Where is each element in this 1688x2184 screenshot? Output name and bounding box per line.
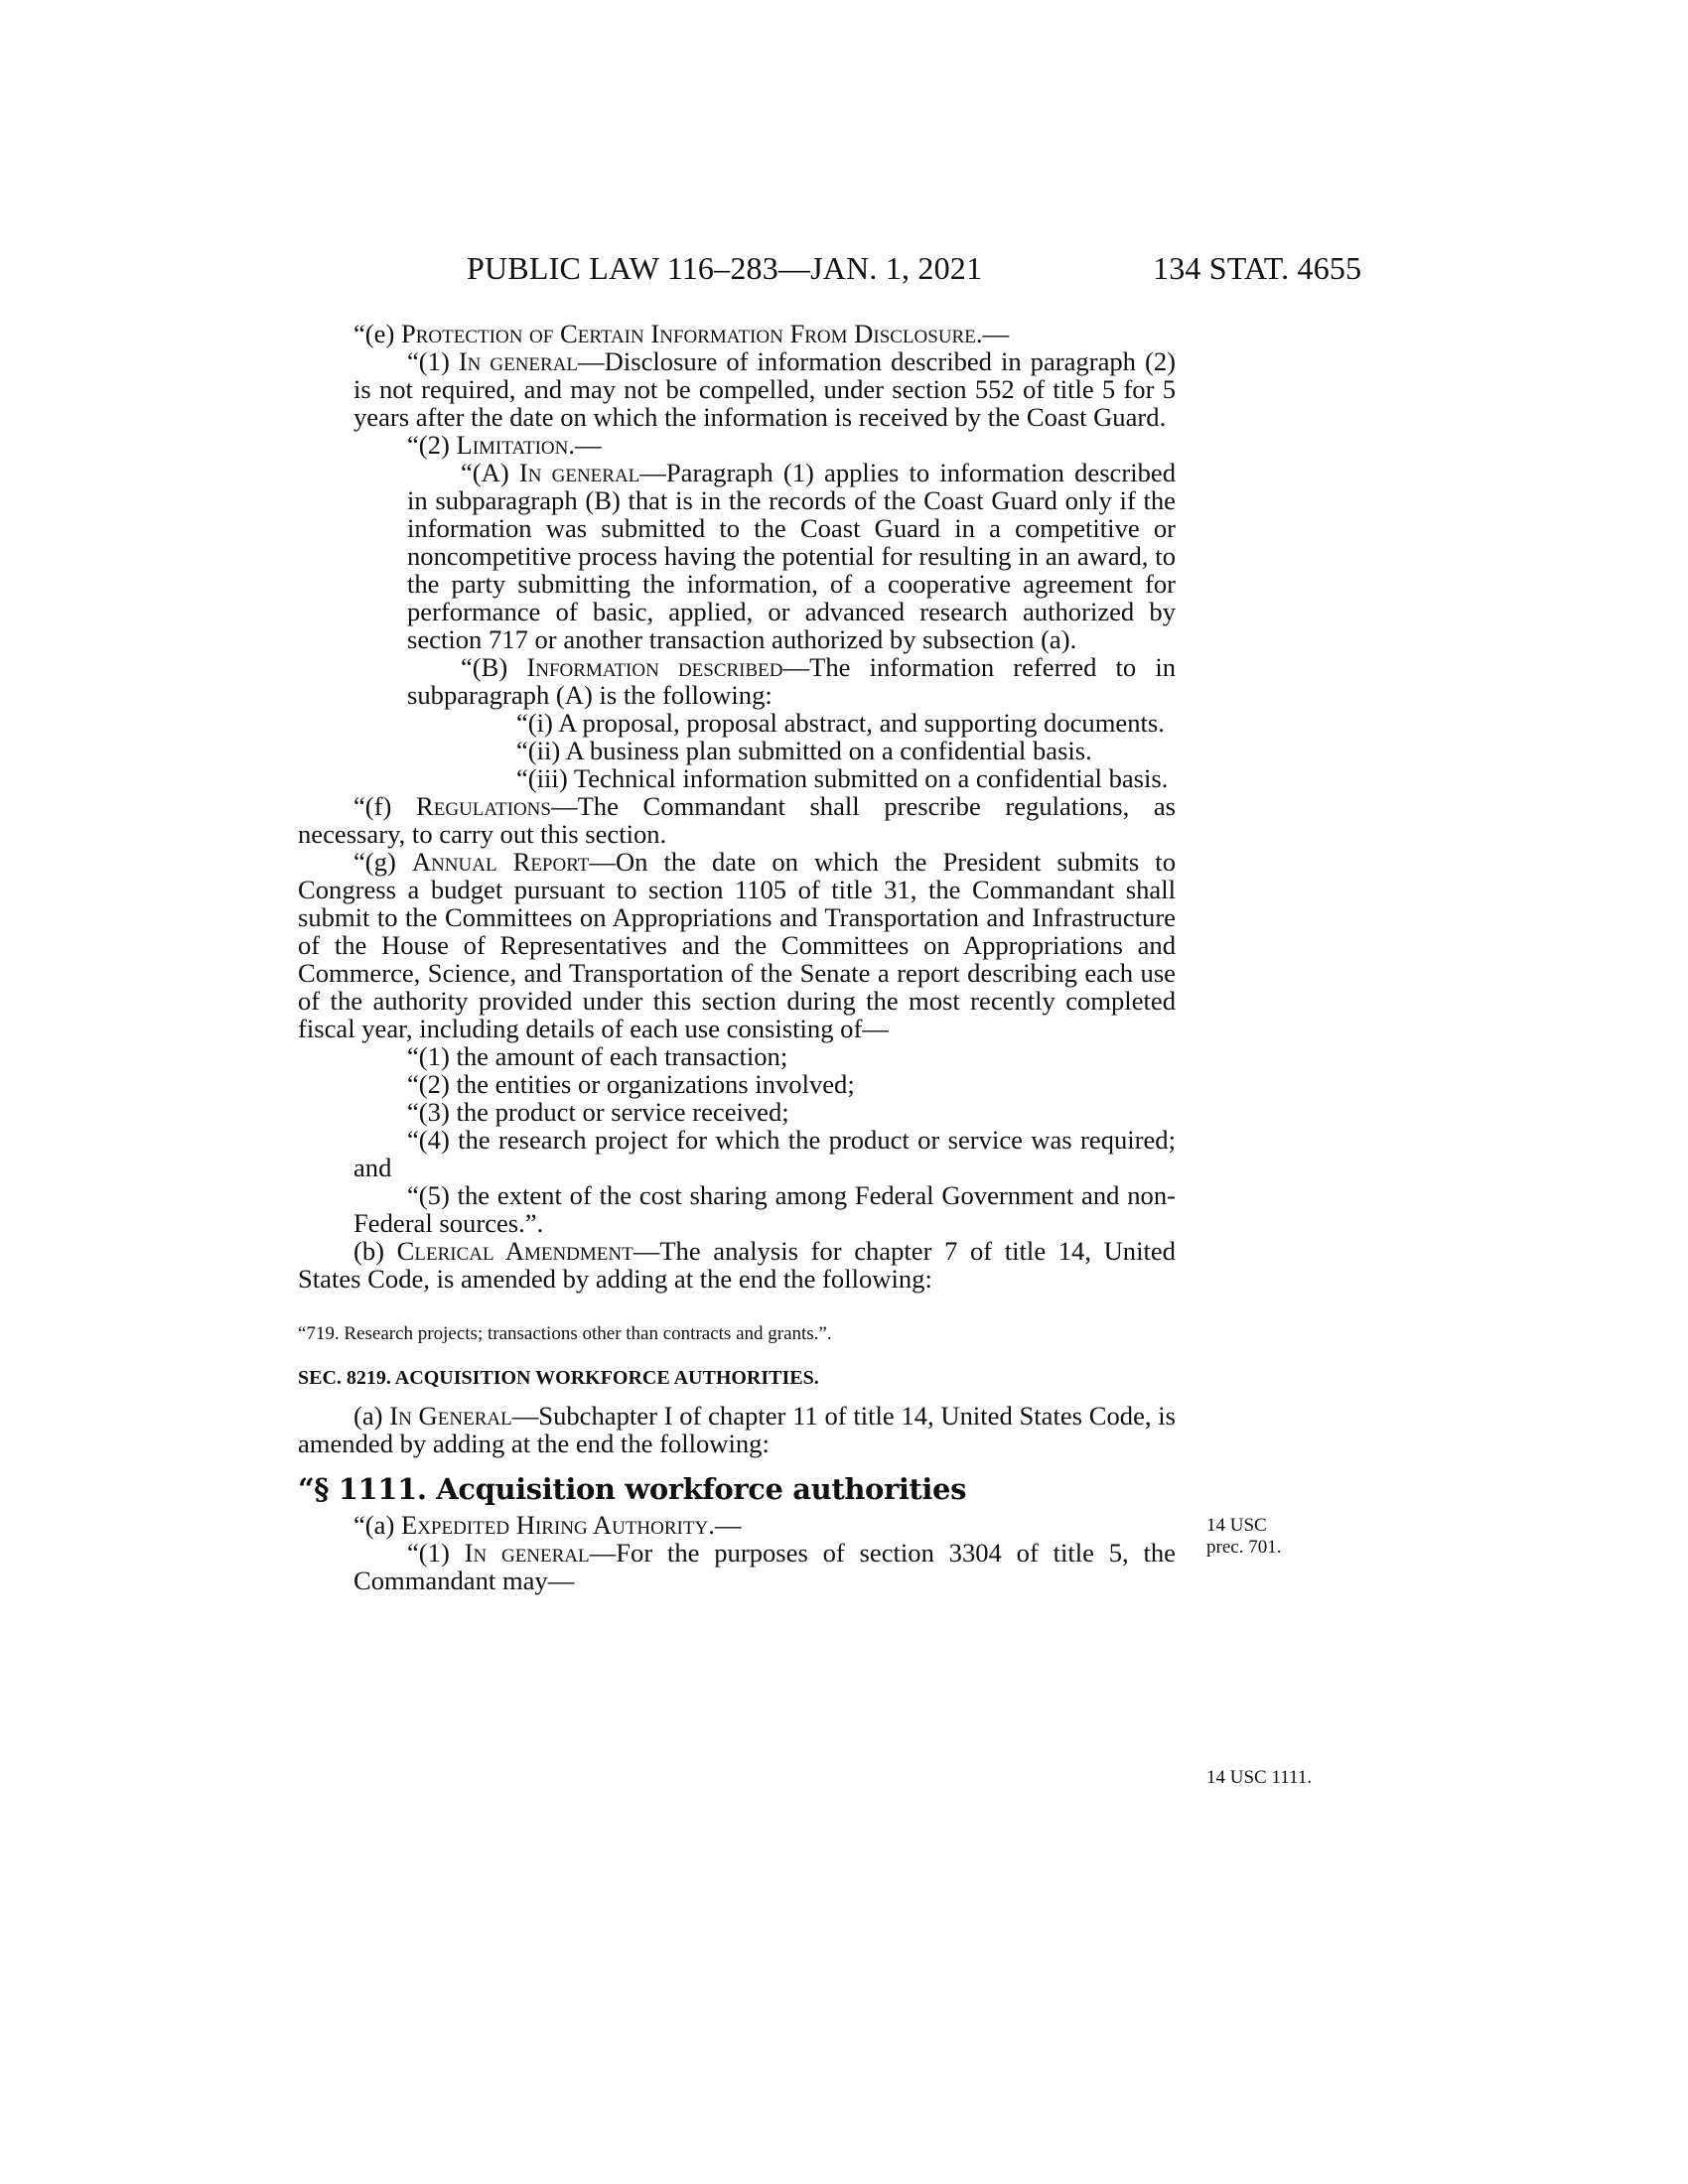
- paragraph-e-1: “(1) In general—Disclosure of information described in paragraph (2) is not required, and may not be compelled, under section 552 of title 5 for 5 years after the date on which the information is received by the Coast Guard.: [353, 346, 1176, 432]
- margin-note-line: 14 USC: [1206, 1515, 1267, 1536]
- running-header-title: PUBLIC LAW 116–283—JAN. 1, 2021: [467, 250, 983, 286]
- paragraph-a: (a) In General—Subchapter I of chapter 11 of title 14, United States Code, is amended by adding at the end the following:: [298, 1401, 1176, 1458]
- paragraph-b-clerical: (b) Clerical Amendment—The analysis for chapter 7 of title 14, United States Code, is amended by adding at the end the following:: [298, 1236, 1176, 1294]
- item-g-5: “(5) the extent of the cost sharing among Federal Government and non-Federal sources.”.: [353, 1180, 1176, 1238]
- paragraph-e-2-B: “(B) Information described—The information referred to in subparagraph (A) is the following:: [407, 652, 1177, 710]
- clause-e-2-B-iii: “(iii) Technical information submitted on a confidential basis.: [516, 763, 1169, 793]
- subsection-1111-heading: “§ 1111. Acquisition workforce authorities: [298, 1472, 967, 1506]
- statute-text: [298, 320, 1176, 1594]
- clause-e-2-B-i: “(i) A proposal, proposal abstract, and supporting documents.: [516, 708, 1165, 738]
- item-g-3: “(3) the product or service received;: [407, 1097, 789, 1127]
- paragraph-e-2-heading: “(2) Limitation.—: [407, 430, 602, 460]
- paragraph-g: “(g) Annual Report—On the date on which the President submits to Congress a budget pursuant to section 1105 of title 31, the Commandant shall submit to the Committees on Appropriations and Transportation and Infrastructure of the House of Representatives and the Committees on Appropriations and Commerce, Science, and Transportation of the Senate a report describing each use of the authority provided under this section during the most recently completed fiscal year, including details of each use consisting of—: [298, 847, 1176, 1043]
- clerical-amendment-item: “719. Research projects; transactions other than contracts and grants.”.: [298, 1323, 832, 1344]
- item-g-4: “(4) the research project for which the product or service was required; and: [353, 1125, 1176, 1182]
- margin-note-usc-prec: [1206, 1515, 1281, 1559]
- paragraph-1111-a: “(a) Expedited Hiring Authority.—: [353, 1510, 742, 1540]
- section-heading: SEC. 8219. ACQUISITION WORKFORCE AUTHORITIES.: [298, 1367, 819, 1389]
- margin-note-line: prec. 701.: [1206, 1537, 1282, 1558]
- item-g-2: “(2) the entities or organizations involved;: [407, 1069, 855, 1099]
- page-number: 134 STAT. 4655: [1153, 250, 1362, 286]
- paragraph-f: “(f) Regulations—The Commandant shall prescribe regulations, as necessary, to carry out this section.: [298, 791, 1176, 849]
- paragraph-1111-a-1: “(1) In general—For the purposes of section 3304 of title 5, the Commandant may—: [353, 1538, 1176, 1595]
- paragraph-e-2-A: “(A) In general—Paragraph (1) applies to information described in subparagraph (B) that is in the records of the Coast Guard only if the information was submitted to the Coast Guard in a competitive or noncompetitive process having the potential for resulting in an award, to the party submitting the information, of a cooperative agreement for performance of basic, applied, or advanced research authorized by section 717 or another transaction authorized by subsection (a).: [407, 458, 1176, 654]
- paragraph-e-heading: “(e) Protection of Certain Information From Disclosure.—: [353, 319, 1010, 348]
- clause-e-2-B-ii: “(ii) A business plan submitted on a confidential basis.: [516, 736, 1092, 765]
- item-g-1: “(1) the amount of each transaction;: [407, 1041, 788, 1071]
- margin-note-usc-1111: 14 USC 1111.: [1206, 1767, 1313, 1788]
